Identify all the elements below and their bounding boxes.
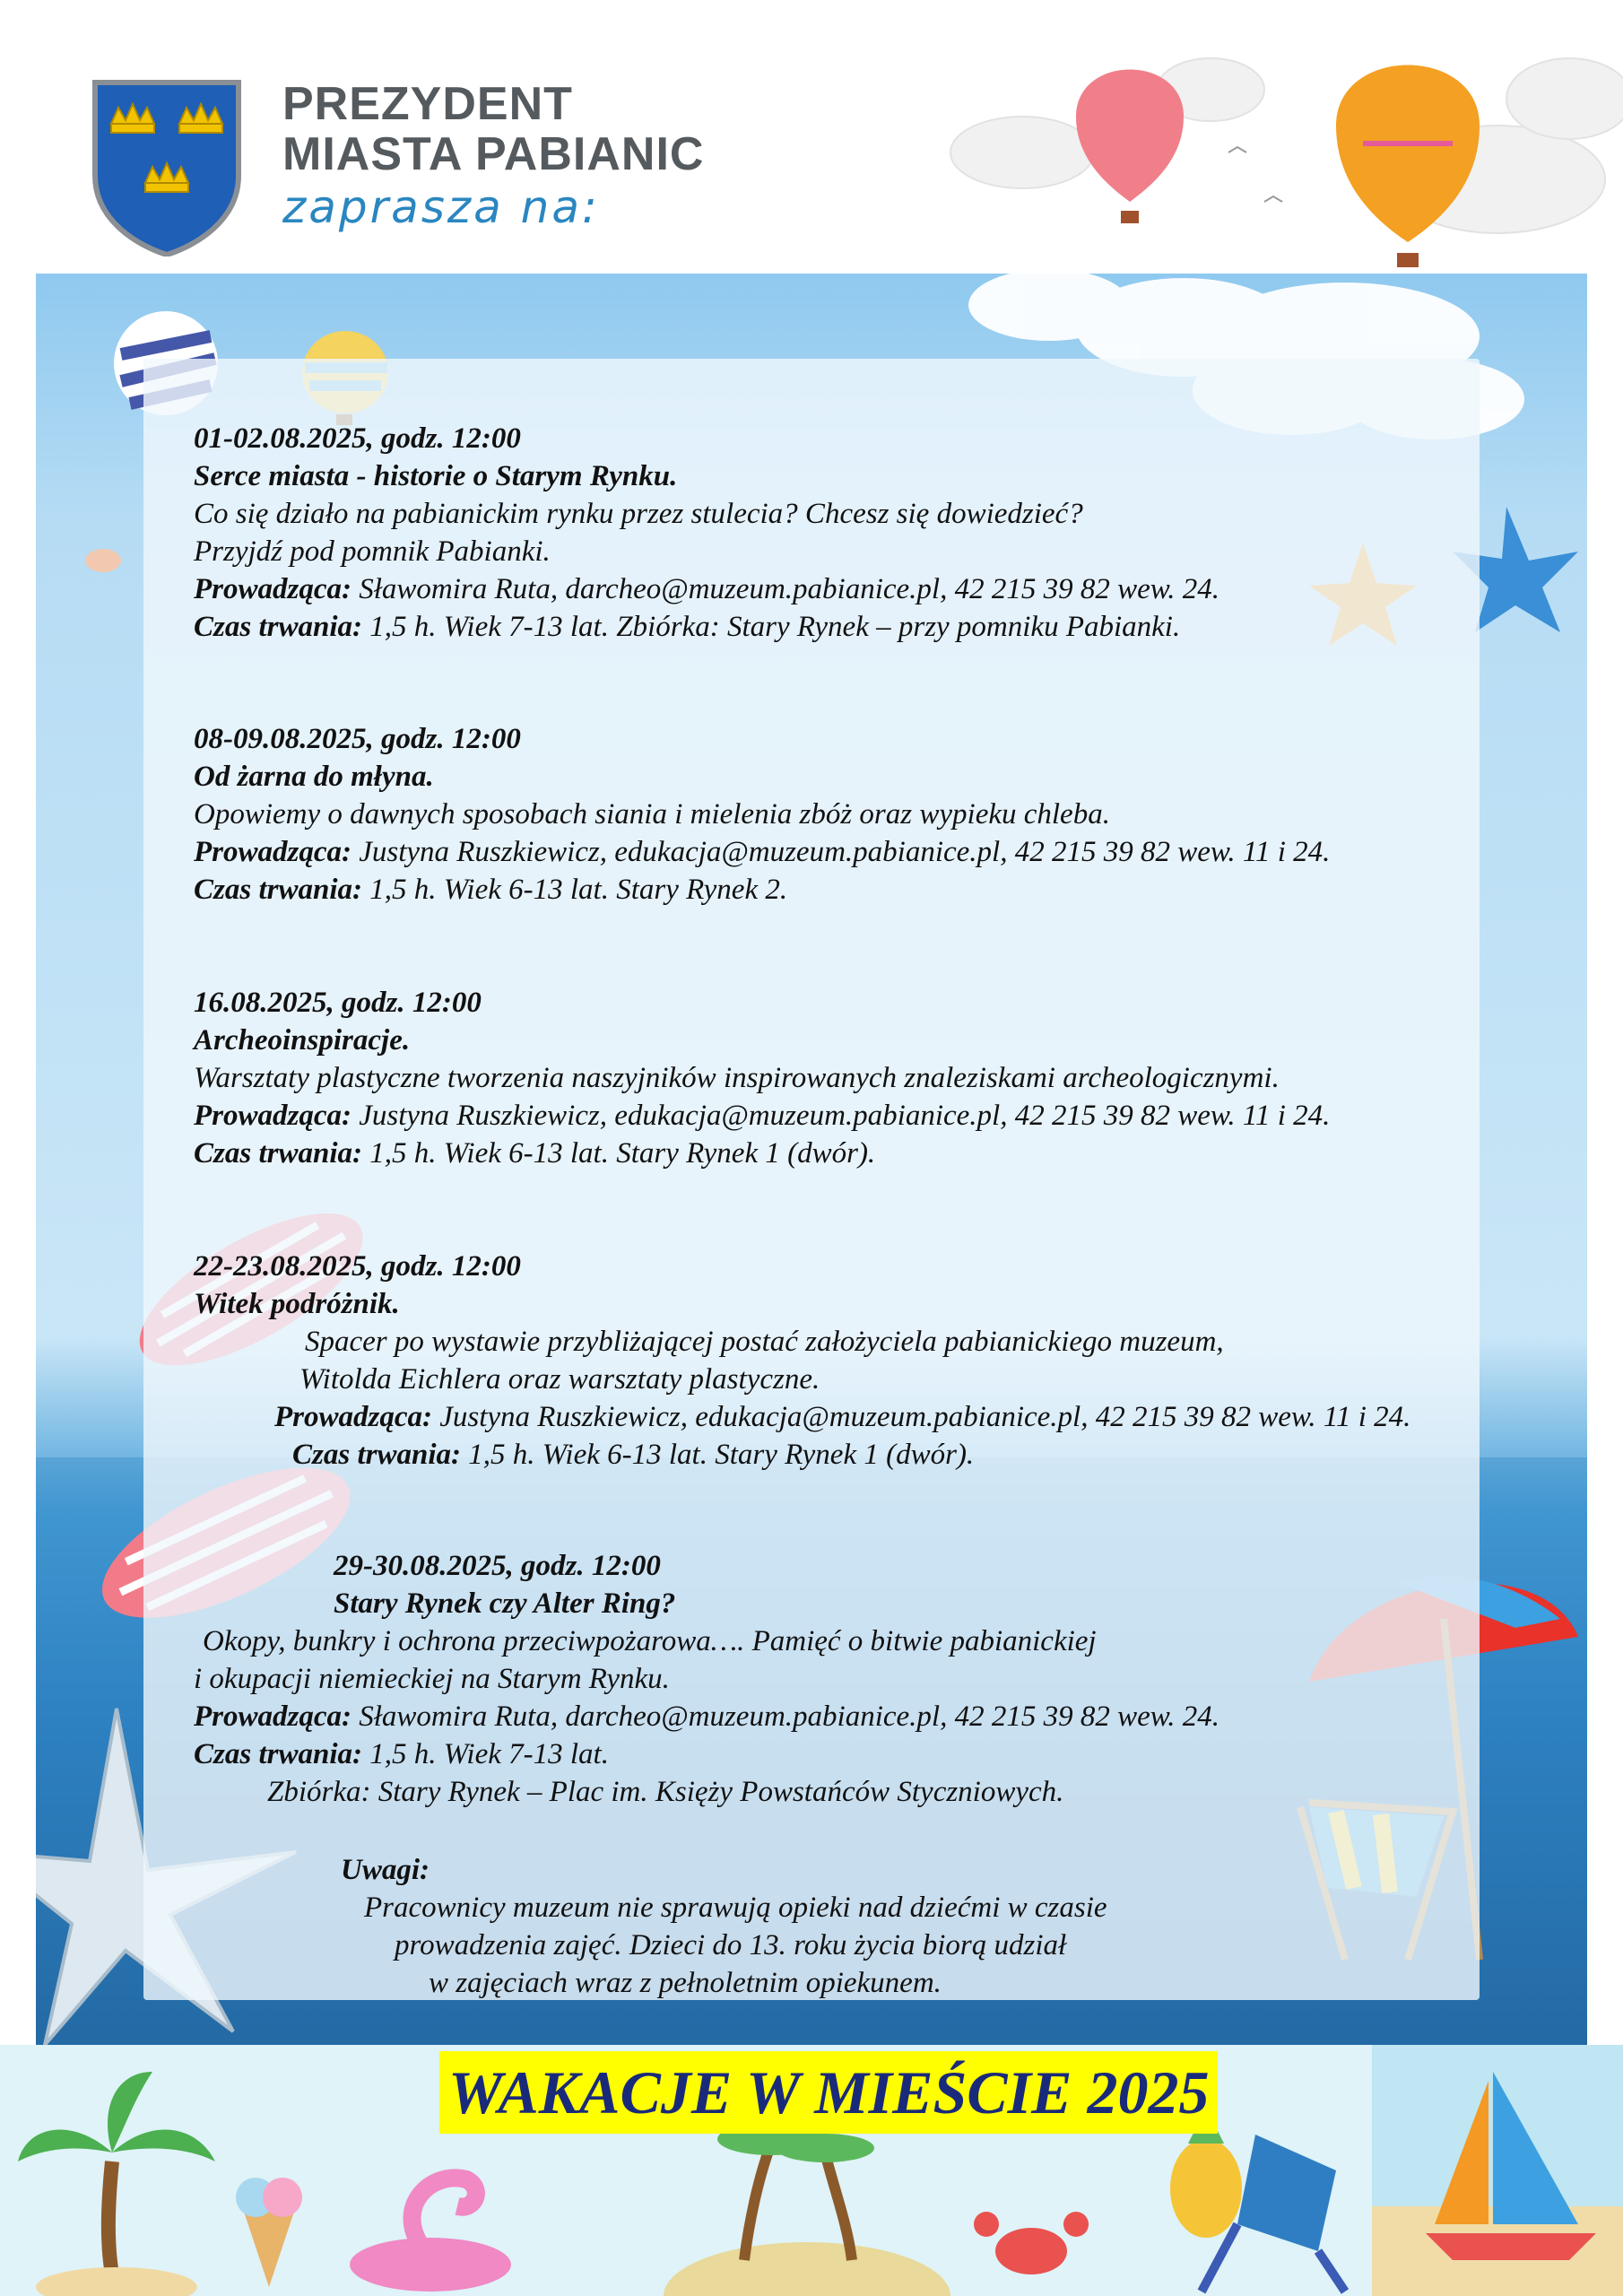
notes-label: Uwagi: <box>341 1854 430 1886</box>
event-5-title: Stary Rynek czy Alter Ring? <box>334 1587 676 1620</box>
event-5-date: 29-30.08.2025, godz. 12:00 <box>334 1550 661 1582</box>
host-details: Sławomira Ruta, darcheo@muzeum.pabianice.pl, 42 215 39 82 wew. 24. <box>359 573 1220 605</box>
host-label: Prowadząca: <box>194 836 352 868</box>
duration-details: 1,5 h. Wiek 6-13 lat. Stary Rynek 1 (dwór). <box>468 1439 975 1471</box>
duration-label: Czas trwania: <box>194 874 362 906</box>
host-label: Prowadząca: <box>194 1100 352 1132</box>
notes-line: Pracownicy muzeum nie sprawują opieki nad dziećmi w czasie <box>364 1892 1107 1924</box>
host-label: Prowadząca: <box>194 573 352 605</box>
duration-details: 1,5 h. Wiek 7-13 lat. Zbiórka: Stary Rynek – przy pomniku Pabianki. <box>369 611 1181 643</box>
event-4-description-line: Spacer po wystawie przybliżającej postać założyciela pabianickiego muzeum, <box>305 1326 1224 1358</box>
event-3-duration <box>194 1135 875 1172</box>
event-5-description-line: i okupacji niemieckiej na Starym Rynku. <box>194 1663 670 1695</box>
header-title-line-1: PREZYDENT <box>282 78 573 130</box>
event-5-host <box>194 1698 1219 1735</box>
event-4-date: 22-23.08.2025, godz. 12:00 <box>194 1250 521 1283</box>
duration-label: Czas trwania: <box>194 1738 362 1770</box>
header-title-line-2: MIASTA PABIANIC <box>282 128 705 180</box>
notes-line: prowadzenia zajęć. Dzieci do 13. roku życia biorą udział <box>395 1929 1067 1961</box>
host-label: Prowadząca: <box>274 1401 432 1433</box>
duration-label: Czas trwania: <box>194 611 362 643</box>
event-4-duration <box>292 1436 974 1474</box>
event-1-date: 01-02.08.2025, godz. 12:00 <box>194 422 521 455</box>
event-1-description-line: Przyjdź pod pomnik Pabianki. <box>194 535 551 568</box>
host-label: Prowadząca: <box>194 1700 352 1733</box>
event-2-duration <box>194 871 787 909</box>
event-4-host <box>274 1398 1410 1436</box>
host-details: Justyna Ruszkiewicz, edukacja@muzeum.pabianice.pl, 42 215 39 82 wew. 11 i 24. <box>439 1401 1411 1433</box>
duration-details: 1,5 h. Wiek 6-13 lat. Stary Rynek 2. <box>369 874 788 906</box>
duration-details: 1,5 h. Wiek 7-13 lat. <box>369 1738 609 1770</box>
event-5-meeting-point: Zbiórka: Stary Rynek – Plac im. Księży Powstańców Styczniowych. <box>267 1776 1064 1808</box>
event-2-description-line: Opowiemy o dawnych sposobach siania i mielenia zbóż oraz wypieku chleba. <box>194 798 1110 831</box>
event-4-description-line: Witolda Eichlera oraz warsztaty plastyczne. <box>299 1363 820 1396</box>
host-details: Justyna Ruszkiewicz, edukacja@muzeum.pabianice.pl, 42 215 39 82 wew. 11 i 24. <box>359 836 1331 868</box>
event-1-duration <box>194 608 1180 646</box>
event-3-host <box>194 1097 1330 1135</box>
wakacje-w-miescie-title: WAKACJE W MIEŚCIE 2025 <box>439 2051 1218 2134</box>
duration-details: 1,5 h. Wiek 6-13 lat. Stary Rynek 1 (dwór). <box>369 1137 876 1170</box>
duration-label: Czas trwania: <box>194 1137 362 1170</box>
event-1-host <box>194 570 1219 608</box>
event-5-description-line: Okopy, bunkry i ochrona przeciwpożarowa…. Pamięć o bitwie pabianickiej <box>203 1625 1097 1657</box>
header-invite-line: zaprasza na: <box>282 181 600 233</box>
event-3-title: Archeoinspiracje. <box>194 1024 411 1057</box>
event-3-date: 16.08.2025, godz. 12:00 <box>194 987 482 1019</box>
event-2-title: Od żarna do młyna. <box>194 761 434 793</box>
event-1-description-line: Co się działo na pabianickim rynku przez stulecia? Chcesz się dowiedzieć? <box>194 498 1083 530</box>
event-1-title: Serce miasta - historie o Starym Rynku. <box>194 460 678 492</box>
event-3-description-line: Warsztaty plastyczne tworzenia naszyjników inspirowanych znaleziskami archeologicznymi. <box>194 1062 1280 1094</box>
event-2-date: 08-09.08.2025, godz. 12:00 <box>194 723 521 755</box>
notes-line: w zajęciach wraz z pełnoletnim opiekunem. <box>429 1967 942 1999</box>
event-5-duration <box>194 1735 609 1773</box>
host-details: Justyna Ruszkiewicz, edukacja@muzeum.pabianice.pl, 42 215 39 82 wew. 11 i 24. <box>359 1100 1331 1132</box>
summer-footer-banner <box>0 2045 1623 2296</box>
event-2-host <box>194 833 1330 871</box>
duration-label: Czas trwania: <box>292 1439 461 1471</box>
host-details: Sławomira Ruta, darcheo@muzeum.pabianice.pl, 42 215 39 82 wew. 24. <box>359 1700 1220 1733</box>
event-4-title: Witek podróżnik. <box>194 1288 400 1320</box>
